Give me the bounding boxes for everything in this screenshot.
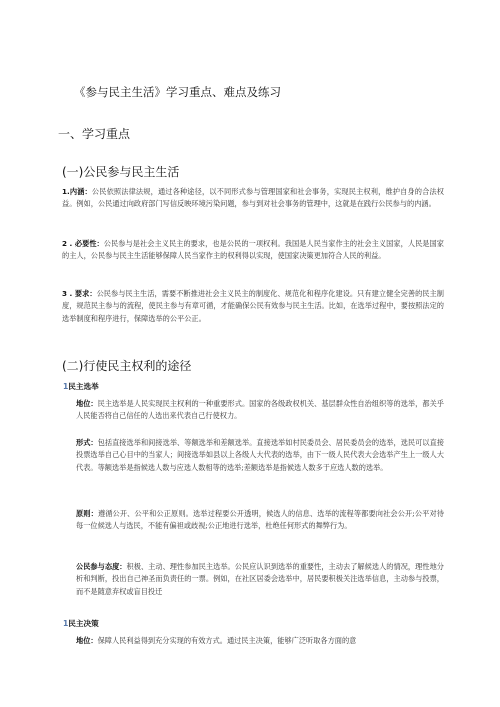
paragraph-election-forms	[76, 437, 444, 474]
paragraph-requirement	[62, 288, 444, 325]
item-title: 民主决策	[68, 619, 99, 628]
item-number: 1	[63, 382, 69, 391]
subsection-heading-1: (一)公民参与民主生活	[62, 165, 180, 179]
paragraph-label: 2 . 必要性：	[62, 239, 104, 248]
paragraph-meaning	[62, 186, 444, 211]
paragraph-label: 3 . 要求：	[62, 289, 97, 298]
paragraph-text: 民主选举是人民实现民主权利的一种重要形式。国家的各级政权机关、基层群众性自治组织等的选举，都关乎人民能否将自己信任的人选出来代表自己行使权力。	[76, 399, 444, 421]
paragraph-decision-status	[76, 635, 444, 648]
paragraph-text: 遵循公开、公平和公正原则。选举过程要公开透明，候选人的信息、选举的流程等都要向社会公开;公平对待每一位候选人与选民，不能有偏袒或歧视;公正地进行选举，杜绝任何形式的舞弊行为。	[76, 509, 444, 531]
paragraph-election-attitude	[76, 561, 444, 598]
paragraph-label: 1.内涵：	[62, 187, 92, 196]
paragraph-election-principles	[76, 508, 444, 533]
paragraph-text: 包括直接选举和间接选举、等额选举和差额选举。直接选举如村民委员会、居民委员会的选举，选民可以直接投票选举自己心目中的当家人；间接选举如县以上各级人大代表的选举，由下一级人民代表大会选举产生上一级人大代表。等额选举是指候选人数与应选人数相等的选举;差额选举是指候选人数多于应选人数的选举。	[76, 438, 444, 472]
document-title: 《参与民主生活》学习重点、难点及练习	[74, 85, 281, 99]
section-heading-1: 一、学习重点	[58, 127, 131, 141]
paragraph-text: 公民依照法律法规，通过各种途径，以不同形式参与管理国家和社会事务，实现民主权利，维护自身的合法权益。例如，公民通过向政府部门写信反映环境污染问题，参与到对社会事务的管理中，这就是在践行公民参与的内涵。	[62, 187, 444, 209]
paragraph-text: 保障人民利益得到充分实现的有效方式。通过民主决策，能够广泛听取各方面的意	[97, 636, 357, 645]
paragraph-text: 公民参与是社会主义民主的要求，也是公民的一项权利。我国是人民当家作主的社会主义国家，人民是国家的主人，公民参与民主生活能够保障人民当家作主的权利得以实现，使国家决策更加符合人民的利益。	[62, 239, 444, 261]
item-heading-election	[63, 381, 99, 392]
item-heading-decision	[63, 618, 99, 629]
subsection-heading-2: (二)行使民主权利的途径	[62, 359, 192, 373]
paragraph-label: 地位：	[76, 399, 98, 408]
item-title: 民主选举	[68, 382, 99, 391]
item-number: 1	[63, 619, 69, 628]
paragraph-text: 公民参与民主生活，需要不断推进社会主义民主的制度化、规范化和程序化建设。只有建立健全完善的民主制度，规范民主参与的流程，使民主参与有章可循，才能确保公民有效参与民主生活。比如，在选举过程中，要按照法定的选举制度和程序进行，保障选举的公平公正。	[62, 289, 444, 323]
paragraph-label: 地位：	[76, 636, 98, 645]
paragraph-label: 原则：	[76, 509, 98, 518]
paragraph-label: 公民参与态度：	[76, 562, 127, 571]
paragraph-text: 积极、主动、理性参加民主选举。公民应认识到选举的重要性，主动去了解候选人的情况，理性地分析和判断，投出自己神圣而负责任的一票。例如，在社区居委会选举中，居民要积极关注选举信息，主动参与投票，而不是随意弃权或盲目投迁	[76, 562, 444, 596]
paragraph-label: 形式：	[76, 438, 98, 447]
paragraph-necessity	[62, 238, 444, 263]
paragraph-election-status	[76, 398, 444, 423]
